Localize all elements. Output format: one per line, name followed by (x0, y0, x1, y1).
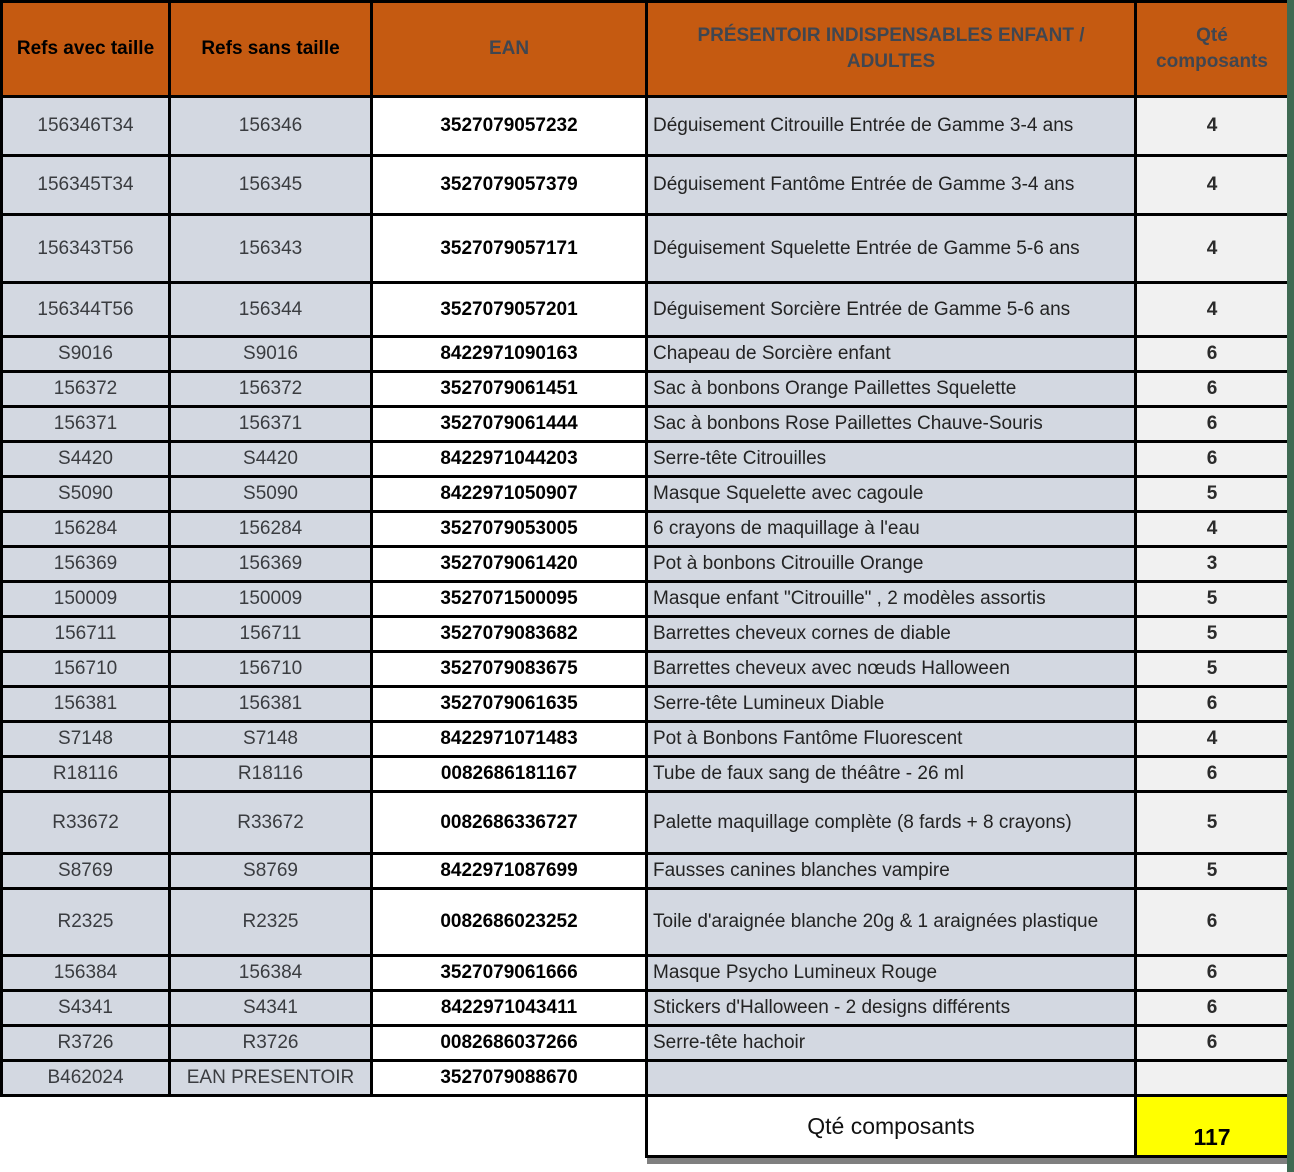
cell-ref-with-size: 156372 (2, 372, 170, 407)
cell-description: Sac à bonbons Orange Paillettes Squelette (647, 372, 1136, 407)
cell-ean: 0082686037266 (372, 1026, 647, 1061)
table-row (2, 477, 1289, 512)
cell-qty: 4 (1136, 283, 1289, 337)
cell-ean: 0082686181167 (372, 757, 647, 792)
table-row (2, 442, 1289, 477)
cell-ean: 8422971090163 (372, 337, 647, 372)
cell-ref: S8769 (170, 854, 372, 889)
cell-ref: R18116 (170, 757, 372, 792)
table-row (2, 687, 1289, 722)
cell-qty: 6 (1136, 407, 1289, 442)
cell-ref-with-size: R18116 (2, 757, 170, 792)
cell-ean: 3527079088670 (372, 1061, 647, 1096)
cell-qty: 4 (1136, 512, 1289, 547)
footer-empty-area (2, 1096, 647, 1157)
table-row (2, 156, 1289, 215)
cell-ref: 156711 (170, 617, 372, 652)
cell-ref: 156710 (170, 652, 372, 687)
table-row (2, 407, 1289, 442)
cell-ref-with-size: S7148 (2, 722, 170, 757)
cell-description: Déguisement Citrouille Entrée de Gamme 3-4 ans (647, 97, 1136, 156)
bottom-strip-empty (2, 1157, 647, 1164)
cell-ref: 156344 (170, 283, 372, 337)
total-row (2, 1096, 1289, 1157)
table-row (2, 722, 1289, 757)
table-row (2, 991, 1289, 1026)
cell-ref: 156371 (170, 407, 372, 442)
column-header-presentoir-label: PRÉSENTOIR INDISPENSABLES ENFANT / ADULTES (697, 25, 1085, 72)
cell-description: Déguisement Squelette Entrée de Gamme 5-6 ans (647, 215, 1136, 283)
cell-ref-with-size: 156371 (2, 407, 170, 442)
cell-ref-with-size: 156345T34 (2, 156, 170, 215)
table-row (2, 512, 1289, 547)
cell-qty: 4 (1136, 215, 1289, 283)
cell-ref-with-size: S5090 (2, 477, 170, 512)
cell-ref-with-size: 156711 (2, 617, 170, 652)
cell-qty: 4 (1136, 97, 1289, 156)
header-row (2, 2, 1289, 97)
cell-ref: 156381 (170, 687, 372, 722)
cell-ref: R3726 (170, 1026, 372, 1061)
cell-ref: S9016 (170, 337, 372, 372)
cell-ref: S5090 (170, 477, 372, 512)
cell-ean: 3527079083682 (372, 617, 647, 652)
table-row (2, 1026, 1289, 1061)
cell-description: Toile d'araignée blanche 20g & 1 araignées plastique (647, 889, 1136, 956)
cell-ean: 3527079057171 (372, 215, 647, 283)
table-row (2, 547, 1289, 582)
table-row (2, 97, 1289, 156)
cell-ref: 156372 (170, 372, 372, 407)
table-row (2, 215, 1289, 283)
cell-description: Stickers d'Halloween - 2 designs différents (647, 991, 1136, 1026)
table-row (2, 792, 1289, 854)
cell-qty: 6 (1136, 1026, 1289, 1061)
table-row (2, 956, 1289, 991)
cell-qty: 5 (1136, 582, 1289, 617)
cell-ean: 3527079061635 (372, 687, 647, 722)
cell-ean: 3527079057379 (372, 156, 647, 215)
table-row (2, 1061, 1289, 1096)
cell-ref: EAN PRESENTOIR (170, 1061, 372, 1096)
table-row (2, 889, 1289, 956)
cell-qty: 4 (1136, 722, 1289, 757)
cell-ref: 156346 (170, 97, 372, 156)
cell-qty: 5 (1136, 477, 1289, 512)
table-row (2, 283, 1289, 337)
cell-ean: 0082686336727 (372, 792, 647, 854)
cell-description: Barrettes cheveux avec nœuds Halloween (647, 652, 1136, 687)
cell-ean: 0082686023252 (372, 889, 647, 956)
cell-ref-with-size: R3726 (2, 1026, 170, 1061)
cell-ean: 3527079053005 (372, 512, 647, 547)
cell-ean: 8422971071483 (372, 722, 647, 757)
cell-ref: 156284 (170, 512, 372, 547)
cell-ref: S4420 (170, 442, 372, 477)
table-row (2, 337, 1289, 372)
cell-description: Serre-tête hachoir (647, 1026, 1136, 1061)
table-row (2, 652, 1289, 687)
cell-ref-with-size: 156710 (2, 652, 170, 687)
cell-ean: 3527079061451 (372, 372, 647, 407)
cell-ref-with-size: 156346T34 (2, 97, 170, 156)
cell-ref-with-size: 150009 (2, 582, 170, 617)
cell-ref-with-size: S4420 (2, 442, 170, 477)
cell-ref-with-size: 156343T56 (2, 215, 170, 283)
column-header-presentoir (647, 2, 1136, 97)
cell-qty: 6 (1136, 991, 1289, 1026)
cell-ean: 8422971050907 (372, 477, 647, 512)
cell-ean: 3527079061420 (372, 547, 647, 582)
cell-qty: 5 (1136, 792, 1289, 854)
footer-total-label: Qté composants (647, 1096, 1136, 1157)
cell-ean: 3527071500095 (372, 582, 647, 617)
cell-ref-with-size: 156344T56 (2, 283, 170, 337)
cell-description: Palette maquillage complète (8 fards + 8 crayons) (647, 792, 1136, 854)
cell-qty: 5 (1136, 652, 1289, 687)
cell-description (647, 1061, 1136, 1096)
cell-ean: 3527079057232 (372, 97, 647, 156)
cell-ref: 156369 (170, 547, 372, 582)
table-row (2, 617, 1289, 652)
cell-ref: S7148 (170, 722, 372, 757)
cell-description: Sac à bonbons Rose Paillettes Chauve-Souris (647, 407, 1136, 442)
cell-description: Masque enfant "Citrouille" , 2 modèles assortis (647, 582, 1136, 617)
column-header-refs-avec-taille: Refs avec taille (2, 2, 170, 97)
cell-ean: 3527079057201 (372, 283, 647, 337)
table-row (2, 372, 1289, 407)
cell-ean: 3527079061666 (372, 956, 647, 991)
column-header-qte-label: Qté composants (1156, 25, 1268, 72)
cell-ean: 3527079061444 (372, 407, 647, 442)
cell-ref-with-size: R33672 (2, 792, 170, 854)
cell-ref: 156345 (170, 156, 372, 215)
column-header-qte-composants (1136, 2, 1289, 97)
table-body (2, 97, 1289, 1096)
bottom-gray-strip (647, 1157, 1289, 1164)
cell-ref: 156343 (170, 215, 372, 283)
cell-description: Tube de faux sang de théâtre - 26 ml (647, 757, 1136, 792)
cell-qty: 6 (1136, 372, 1289, 407)
cell-description: Fausses canines blanches vampire (647, 854, 1136, 889)
cell-qty: 6 (1136, 442, 1289, 477)
cell-qty: 3 (1136, 547, 1289, 582)
cell-ref-with-size: B462024 (2, 1061, 170, 1096)
cell-qty (1136, 1061, 1289, 1096)
cell-qty: 6 (1136, 757, 1289, 792)
cell-ref-with-size: 156381 (2, 687, 170, 722)
cell-qty: 6 (1136, 956, 1289, 991)
cell-description: Déguisement Fantôme Entrée de Gamme 3-4 ans (647, 156, 1136, 215)
cell-qty: 5 (1136, 854, 1289, 889)
column-header-ean: EAN (372, 2, 647, 97)
cell-description: 6 crayons de maquillage à l'eau (647, 512, 1136, 547)
cell-description: Serre-tête Citrouilles (647, 442, 1136, 477)
cell-ref-with-size: S8769 (2, 854, 170, 889)
cell-description: Pot à bonbons Citrouille Orange (647, 547, 1136, 582)
cell-description: Masque Squelette avec cagoule (647, 477, 1136, 512)
column-header-refs-sans-taille: Refs sans taille (170, 2, 372, 97)
cell-ref-with-size: 156284 (2, 512, 170, 547)
table-row (2, 757, 1289, 792)
cell-ref-with-size: S4341 (2, 991, 170, 1026)
cell-ref: R33672 (170, 792, 372, 854)
cell-qty: 5 (1136, 617, 1289, 652)
cell-ref-with-size: R2325 (2, 889, 170, 956)
cell-description: Masque Psycho Lumineux Rouge (647, 956, 1136, 991)
cell-description: Pot à Bonbons Fantôme Fluorescent (647, 722, 1136, 757)
cell-description: Chapeau de Sorcière enfant (647, 337, 1136, 372)
cell-qty: 6 (1136, 889, 1289, 956)
table-row (2, 582, 1289, 617)
right-edge-strip (1287, 0, 1294, 1172)
cell-qty: 4 (1136, 156, 1289, 215)
cell-description: Déguisement Sorcière Entrée de Gamme 5-6 ans (647, 283, 1136, 337)
cell-qty: 6 (1136, 687, 1289, 722)
cell-ean: 3527079083675 (372, 652, 647, 687)
cell-ref: S4341 (170, 991, 372, 1026)
cell-ref: 156384 (170, 956, 372, 991)
table-row (2, 854, 1289, 889)
cell-ean: 8422971044203 (372, 442, 647, 477)
cell-qty: 6 (1136, 337, 1289, 372)
cell-description: Serre-tête Lumineux Diable (647, 687, 1136, 722)
footer-total-value: 117 (1136, 1096, 1289, 1157)
cell-ref-with-size: S9016 (2, 337, 170, 372)
cell-ean: 8422971043411 (372, 991, 647, 1026)
cell-ref: R2325 (170, 889, 372, 956)
cell-description: Barrettes cheveux cornes de diable (647, 617, 1136, 652)
cell-ref-with-size: 156384 (2, 956, 170, 991)
cell-ref-with-size: 156369 (2, 547, 170, 582)
cell-ref: 150009 (170, 582, 372, 617)
bottom-strip-row (2, 1157, 1289, 1164)
cell-ean: 8422971087699 (372, 854, 647, 889)
